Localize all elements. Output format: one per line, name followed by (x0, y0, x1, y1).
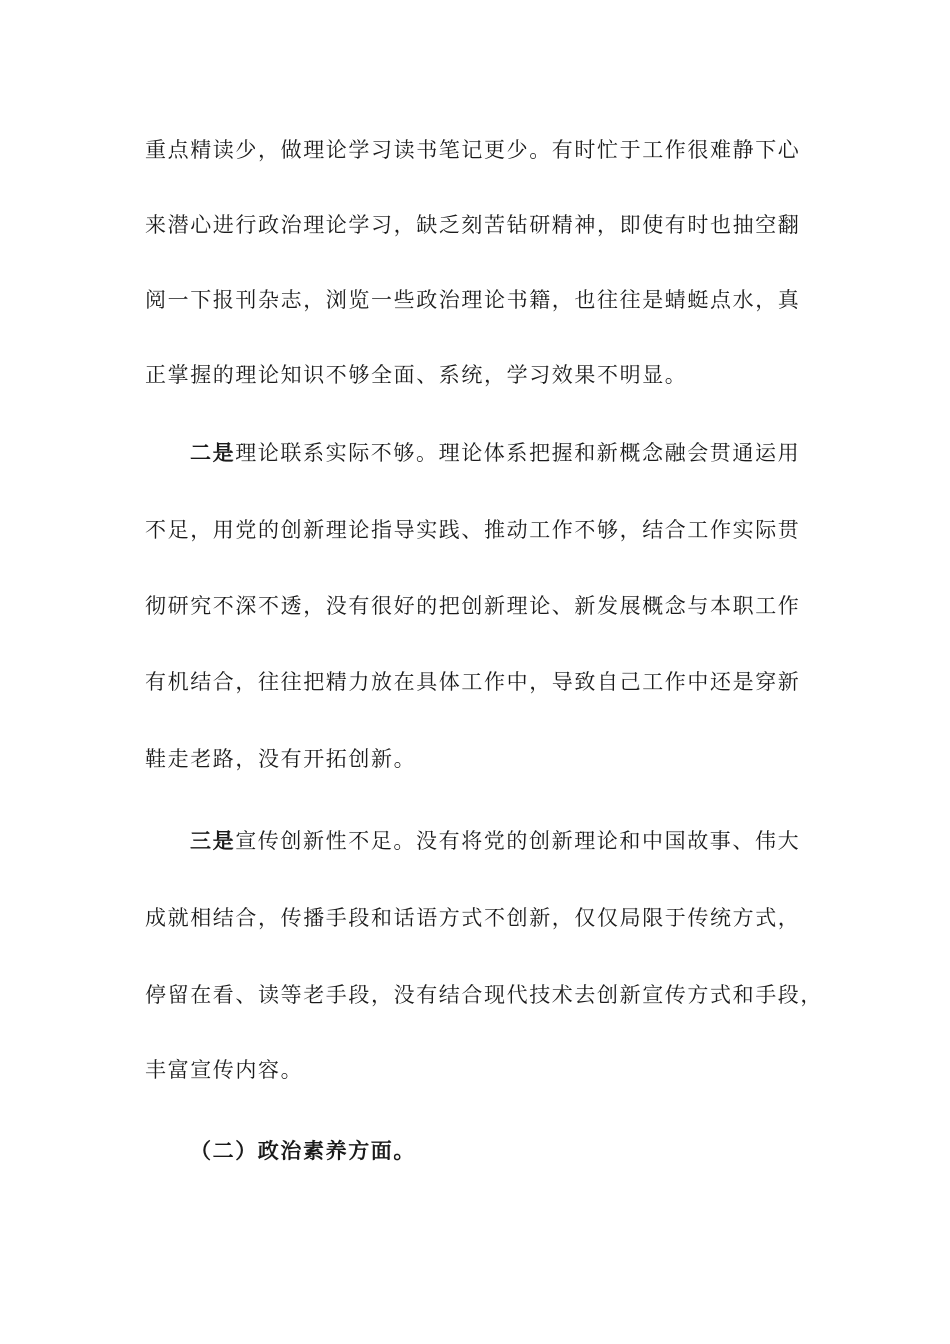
paragraph-3-lead: 三是 (190, 828, 236, 853)
paragraph-3-first-line: 宣传创新性不足。没有将党的创新理论和中国故事、伟大 (235, 829, 801, 853)
paragraph-1-line-4: 正掌握的理论知识不够全面、系统，学习效果不明显。 (145, 363, 688, 387)
paragraph-2-first-line: 理论联系实际不够。理论体系把握和新概念融会贯通运用 (235, 441, 801, 465)
paragraph-3-line-3: 停留在看、读等老手段，没有结合现代技术去创新宣传方式和手段， (145, 983, 823, 1007)
paragraph-3-line-4: 丰富宣传内容。 (145, 1058, 304, 1082)
paragraph-2-line-4: 有机结合，往往把精力放在具体工作中，导致自己工作中还是穿新 (145, 670, 801, 694)
paragraph-1-line-2: 来潜心进行政治理论学习，缺乏刻苦钻研精神，即使有时也抽空翻 (145, 213, 801, 237)
paragraph-3-line-1 (190, 826, 805, 856)
paragraph-1-line-1: 重点精读少，做理论学习读书笔记更少。有时忙于工作很难静下心 (145, 138, 801, 162)
paragraph-2-line-3: 彻研究不深不透，没有很好的把创新理论、新发展概念与本职工作 (145, 594, 801, 618)
paragraph-2-line-5: 鞋走老路，没有开拓创新。 (145, 747, 417, 771)
paragraph-2-line-1 (190, 438, 805, 468)
paragraph-3-line-2: 成就相结合，传播手段和话语方式不创新，仅仅局限于传统方式， (145, 906, 801, 930)
paragraph-2-line-2: 不足，用党的创新理论指导实践、推动工作不够，结合工作实际贯 (145, 518, 801, 542)
paragraph-1-line-3: 阅一下报刊杂志，浏览一些政治理论书籍，也往往是蜻蜓点水，真 (145, 288, 801, 312)
section-heading: （二）政治素养方面。 (190, 1138, 416, 1163)
paragraph-2-lead: 二是 (190, 440, 236, 465)
